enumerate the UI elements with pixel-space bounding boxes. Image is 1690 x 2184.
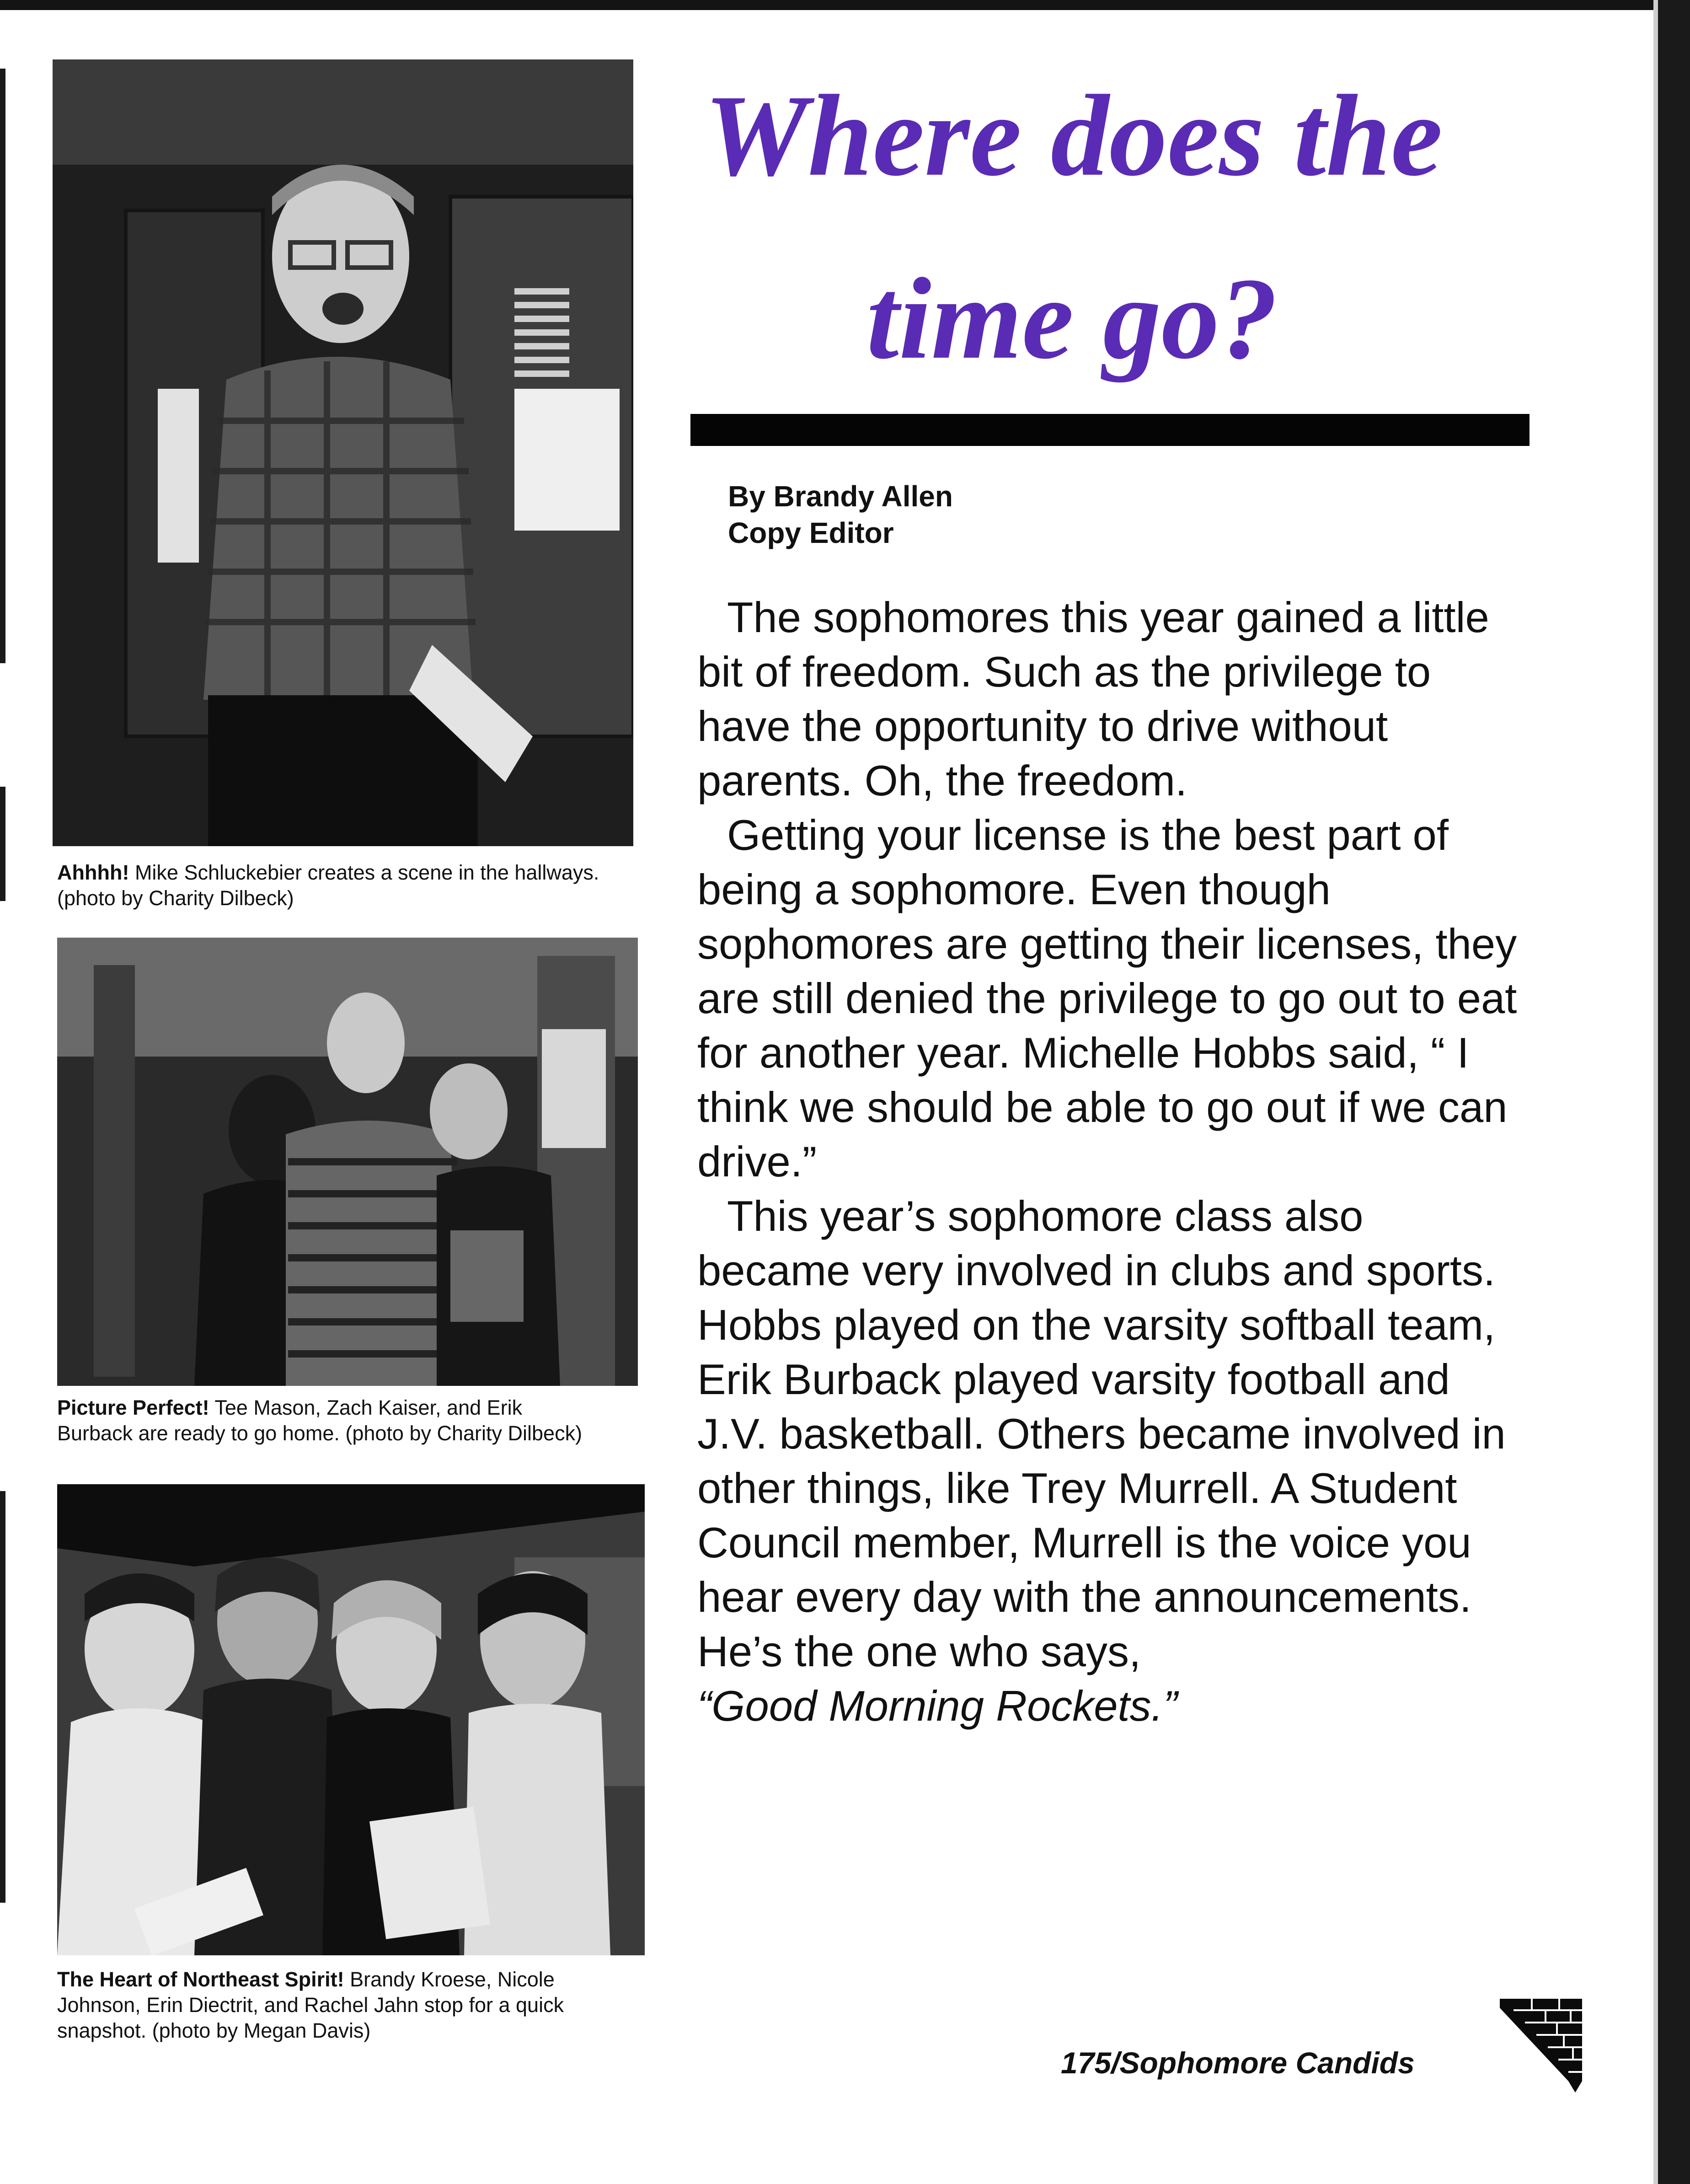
page-folio: 175/Sophomore Candids [1061,2046,1415,2080]
headline-line-2: time go? [866,254,1278,383]
photo-three-students [57,938,638,1386]
photo-hallway-lockers [53,59,633,846]
photo-four-students [57,1484,645,1955]
photo-caption-2-text: Tee Mason, Zach Kaiser, and Erik Burback are ready to go home. (photo by Charity Dilbeck) [57,1396,583,1445]
headline-rule-bar [690,414,1530,446]
article-body [697,590,1520,1733]
photo-caption-2 [57,1395,592,1446]
article-closing-quote: “Good Morning Rockets.” [697,1682,1178,1730]
photo-hallway-lockers-image [53,59,633,846]
photo-caption-3-text: Brandy Kroese, Nicole Johnson, Erin Diectrit, and Rachel Jahn stop for a quick snapshot. (photo by Megan Davis) [57,1968,564,2042]
scan-border-right [1658,0,1690,2184]
scan-border-top [0,0,1690,10]
byline-role: Copy Editor [728,516,894,549]
photo-caption-1 [57,860,633,911]
headline-line-1: Where does the [704,71,1443,200]
photo-caption-2-lead: Picture Perfect! [57,1396,209,1419]
article-paragraph-1: The sophomores this year gained a little bit of freedom. Such as the privilege to have the opportunity to drive without parents. Oh, the freedom. [697,593,1489,805]
scan-edge-left-upper [0,69,5,663]
photo-caption-1-lead: Ahhhh! [57,861,129,884]
photo-caption-3 [57,1967,638,2044]
byline-author: By Brandy Allen [728,480,953,513]
article-paragraph-3: This year’s sophomore class also became very involved in clubs and sports. Hobbs played on the varsity softball team, Erik Burback played varsity football and J.V. basketball. Others became involved in other things, like Trey Murrell. A Student Council member, Murrell is the voice you hear every day with the announcements. He’s the one who says, [697,1192,1506,1675]
photo-four-students-image [57,1484,645,1955]
photo-caption-3-lead: The Heart of Northeast Spirit! [57,1968,344,1991]
scan-edge-left-middle [0,787,5,901]
photo-caption-1-text: Mike Schluckebier creates a scene in the hallways. (photo by Charity Dilbeck) [57,861,599,910]
photo-three-students-image [57,938,638,1386]
article-paragraph-2: Getting your license is the best part of being a sophomore. Even though sophomores are getting their licenses, they are still denied the privilege to go out to eat for another year. Michelle Hobbs said, “ I think we should be able to go out if we can drive.” [697,811,1517,1186]
brick-wall-logo-icon [1495,1990,1587,2095]
scan-edge-left-lower [0,1491,5,1903]
scan-border-right-inner [1653,0,1658,2184]
byline [728,478,953,551]
